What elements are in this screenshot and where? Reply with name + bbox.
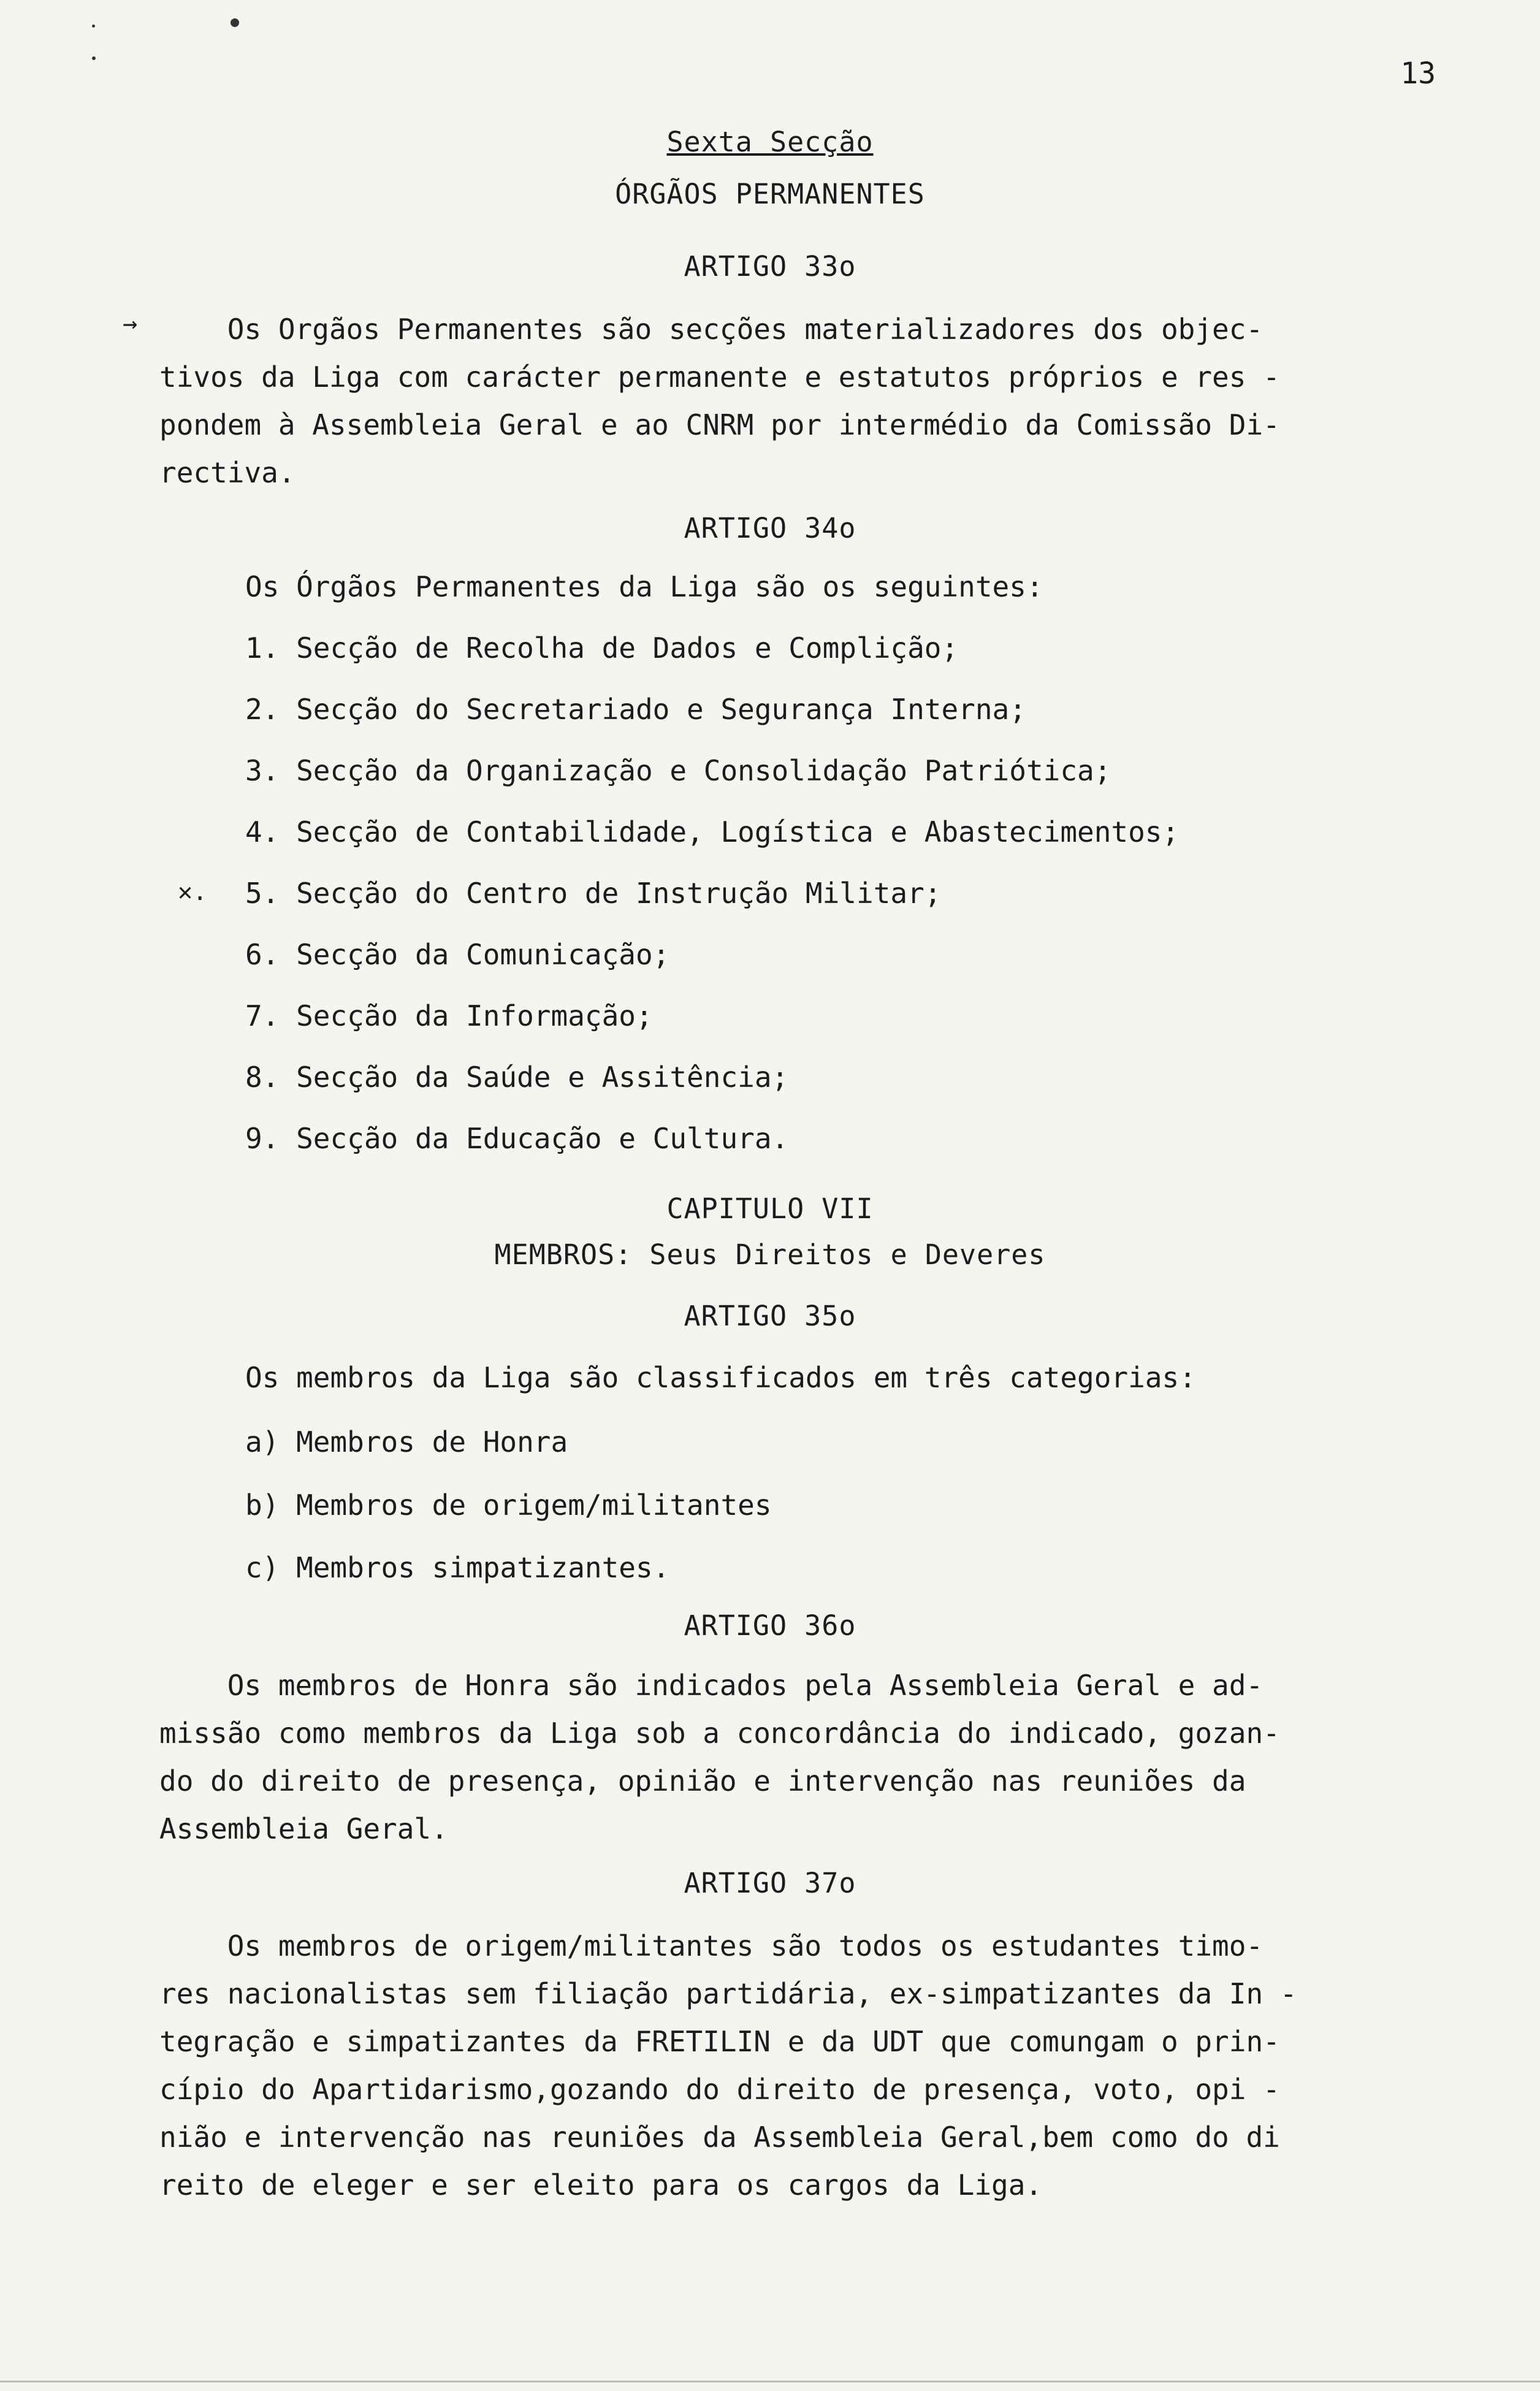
list-item: 8. Secção da Saúde e Assitência; (245, 1061, 789, 1094)
chapter-subtitle: MEMBROS: Seus Direitos e Deveres (494, 1238, 1046, 1271)
margin-cross-icon: ✕. (178, 878, 208, 906)
list-item: 7. Secção da Informação; (245, 999, 653, 1032)
list-item: 4. Secção de Contabilidade, Logística e Abastecimentos; (245, 815, 1180, 848)
list-item: 9. Secção da Educação e Cultura. (245, 1122, 789, 1155)
list-item: 2. Secção do Secretariado e Segurança Interna; (245, 693, 1026, 726)
article-33-text: Os Orgãos Permanentes são secções materializadores dos objec- tivos da Liga com carácter permanente e estatutos próprios e res - pondem à Assembleia Geral e ao CNRM por intermédio da Comissão Di- rectiva. (159, 313, 1280, 489)
scan-speck (231, 18, 239, 27)
list-item: 3. Secção da Organização e Consolidação Patriótica; (245, 754, 1111, 787)
article-34-intro: Os Órgãos Permanentes da Liga são os seguintes: (245, 570, 1043, 603)
list-item: 6. Secção da Comunicação; (245, 938, 670, 971)
article-36-heading: ARTIGO 36o (684, 1609, 856, 1642)
article-37-text: Os membros de origem/militantes são todos os estudantes timo- res nacionalistas sem filiação partidária, ex-simpatizantes da In - tegração e simpatizantes da FRETILIN e da UDT que comungam o prin- cípio do Apartidarismo,gozando do direito de presença, voto, opi - nião e intervenção nas reuniões da Assembleia Geral,bem como do di reito de eleger e ser eleito para os cargos da Liga. (159, 1929, 1297, 2202)
list-item: 1. Secção de Recolha de Dados e Complição; (245, 631, 959, 665)
list-item: c) Membros simpatizantes. (245, 1551, 670, 1584)
article-33-heading: ARTIGO 33o (684, 250, 856, 283)
scan-speck (92, 56, 96, 60)
article-35-heading: ARTIGO 35o (684, 1300, 856, 1332)
list-item: b) Membros de origem/militantes (245, 1489, 772, 1522)
article-37-heading: ARTIGO 37o (684, 1867, 856, 1899)
article-35-intro: Os membros da Liga são classificados em três categorias: (245, 1361, 1196, 1394)
page-number: 13 (1400, 56, 1436, 91)
list-item: 5. Secção do Centro de Instrução Militar; (245, 877, 942, 910)
article-36-text: Os membros de Honra são indicados pela Assembleia Geral e ad- missão como membros da Liga sob a concordância do indicado, gozan- do do direito de presença, opinião e intervenção nas reuniões da Assembleia Geral. (159, 1669, 1280, 1845)
scan-edge-line (0, 2381, 1540, 2382)
article-34-heading: ARTIGO 34o (684, 512, 856, 544)
scan-speck (92, 25, 95, 28)
margin-arrow-icon: → (123, 310, 138, 338)
section-subtitle: ÓRGÃOS PERMANENTES (615, 178, 925, 210)
section-title: Sexta Secção (666, 126, 874, 158)
chapter-title: CAPITULO VII (666, 1192, 874, 1225)
list-item: a) Membros de Honra (245, 1425, 568, 1459)
